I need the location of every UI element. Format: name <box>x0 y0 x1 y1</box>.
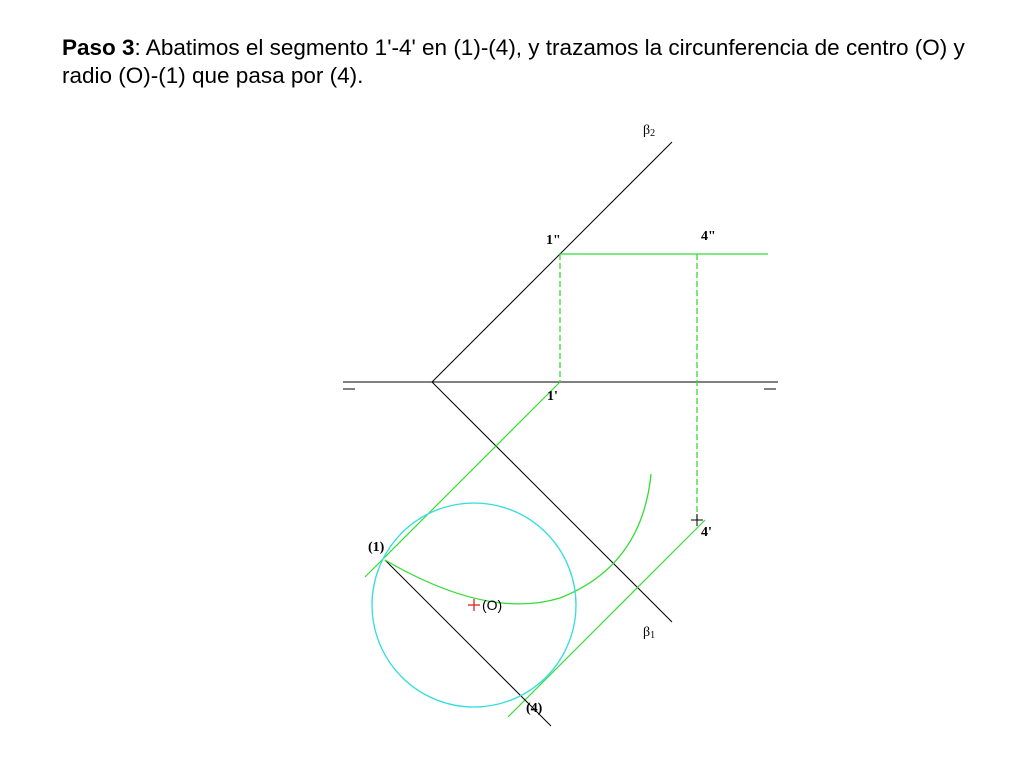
label-point-1-rotated: (1) <box>368 540 385 555</box>
label-center: (O) <box>482 597 503 613</box>
label-point-1-vertical: 1" <box>546 233 561 248</box>
beta2-trace <box>432 142 672 382</box>
step-label: Paso 3 <box>62 35 135 60</box>
perpendicular-line-4 <box>508 520 705 717</box>
label-point-4-rotated: (4) <box>526 701 543 716</box>
label-beta2: β2 <box>643 123 656 139</box>
rotation-arc <box>385 474 651 604</box>
label-point-1-horizontal: 1' <box>547 389 558 404</box>
perpendicular-line-1 <box>365 382 560 577</box>
beta1-trace <box>432 382 672 622</box>
label-point-4-vertical: 4" <box>701 229 716 244</box>
label-beta1: β1 <box>643 625 656 641</box>
label-point-4-horizontal: 4' <box>701 525 712 540</box>
step-description: : Abatimos el segmento 1'-4' en (1)-(4), y trazamos la circunferencia de centro (O) y radio (O)-(1) que pasa por (4). <box>62 35 965 88</box>
